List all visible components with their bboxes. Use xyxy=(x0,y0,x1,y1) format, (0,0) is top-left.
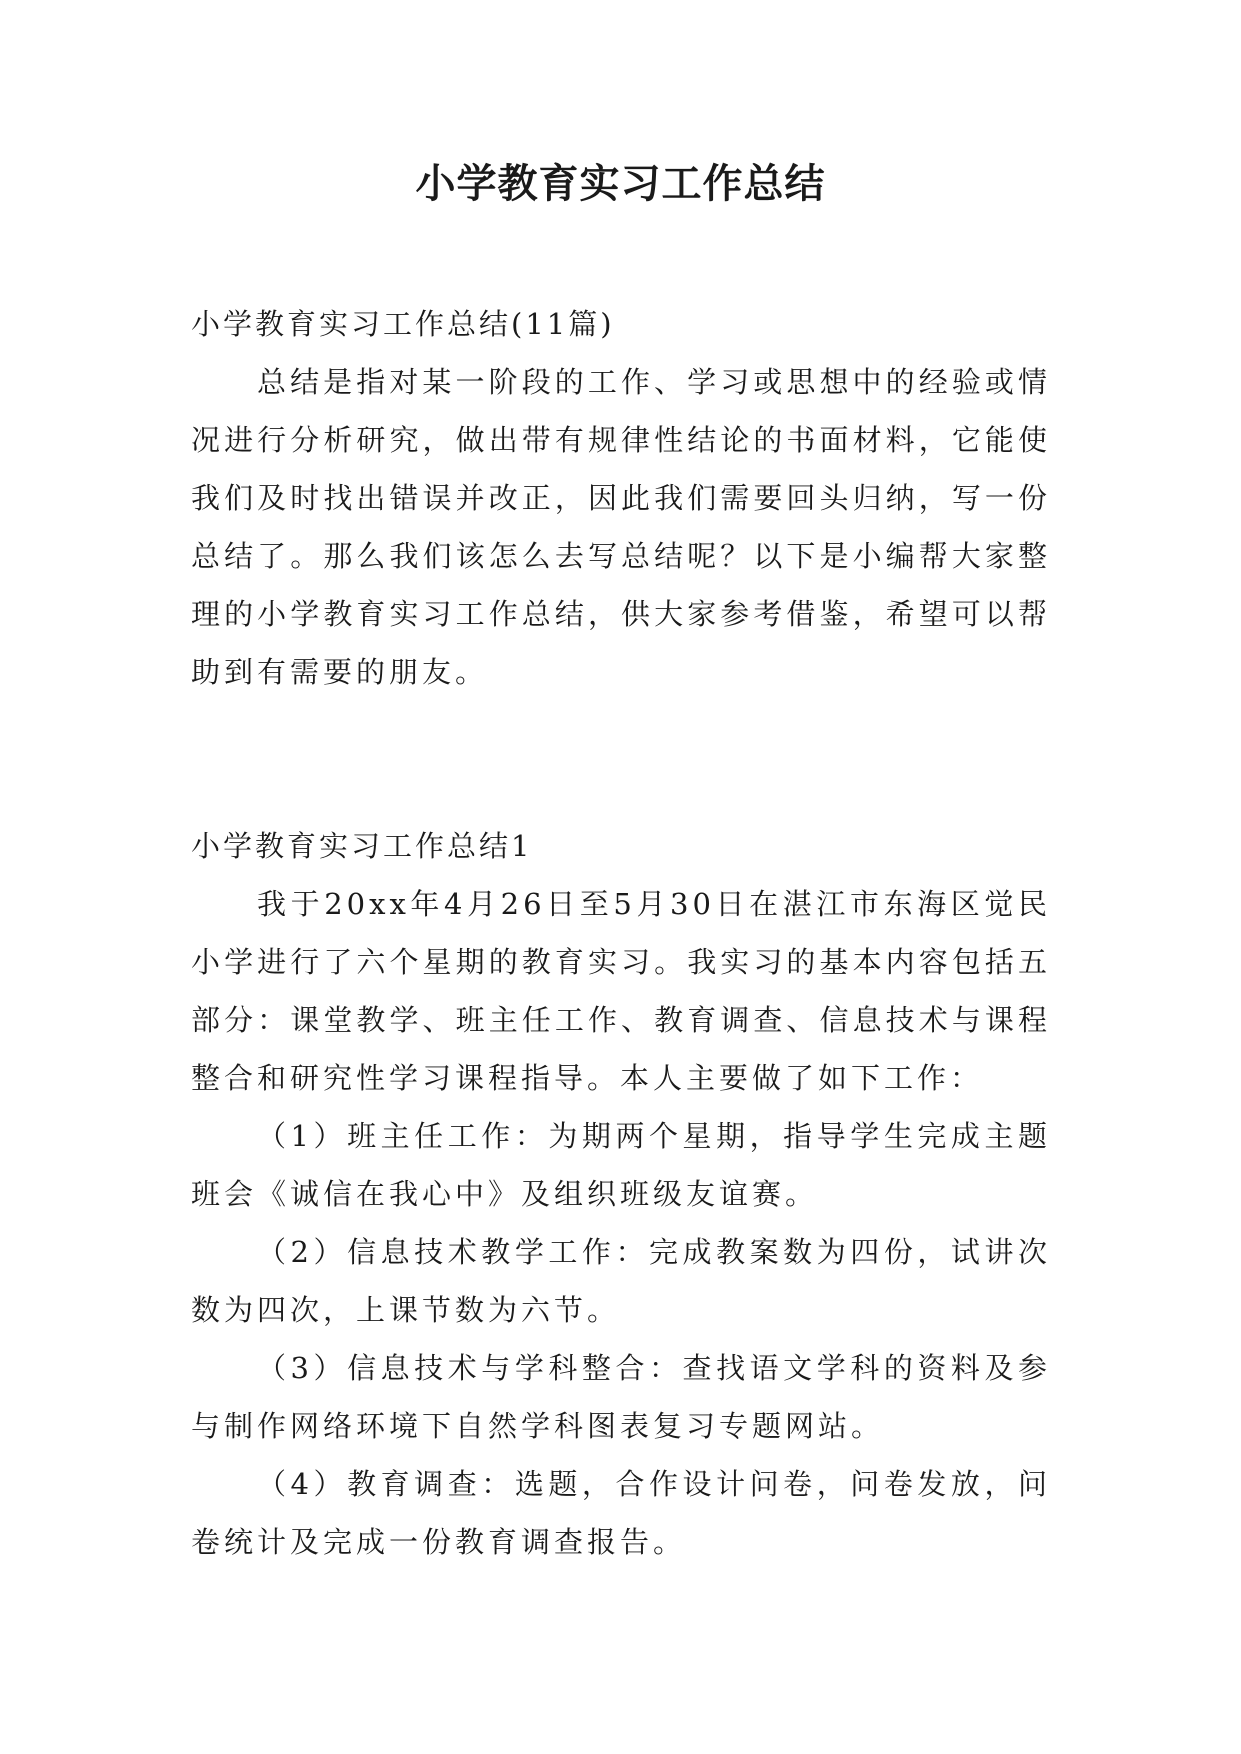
section-1-item-2: （2）信息技术教学工作：完成教案数为四份，试讲次数为四次，上课节数为六节。 xyxy=(191,1235,1051,1327)
intro-paragraph: 总结是指对某一阶段的工作、学习或思想中的经验或情况进行分析研究，做出带有规律性结论的书面材料，它能使我们及时找出错误并改正，因此我们需要回头归纳，写一份总结了。那么我们该怎么去写总结呢？以下是小编帮大家整理的小学教育实习工作总结，供大家参考借鉴，希望可以帮助到有需要的朋友。 xyxy=(191,365,1051,689)
section-1-item-4: （4）教育调查：选题，合作设计问卷，问卷发放，问卷统计及完成一份教育调查报告。 xyxy=(191,1467,1051,1559)
section-1 xyxy=(191,817,1051,1571)
section-1-heading: 小学教育实习工作总结1 xyxy=(191,829,533,863)
section-1-paragraph-1: 我于20xx年4月26日至5月30日在湛江市东海区觉民小学进行了六个星期的教育实习。我实习的基本内容包括五部分：课堂教学、班主任工作、教育调查、信息技术与课程整合和研究性学习课程指导。本人主要做了如下工作： xyxy=(191,887,1051,1095)
section-1-item-1: （1）班主任工作：为期两个星期，指导学生完成主题班会《诚信在我心中》及组织班级友谊赛。 xyxy=(191,1119,1051,1211)
intro-block xyxy=(191,295,1051,701)
section-1-item-3: （3）信息技术与学科整合：查找语文学科的资料及参与制作网络环境下自然学科图表复习专题网站。 xyxy=(191,1351,1051,1443)
document-title: 小学教育实习工作总结 xyxy=(415,160,826,207)
intro-subtitle: 小学教育实习工作总结(11篇) xyxy=(191,307,615,341)
